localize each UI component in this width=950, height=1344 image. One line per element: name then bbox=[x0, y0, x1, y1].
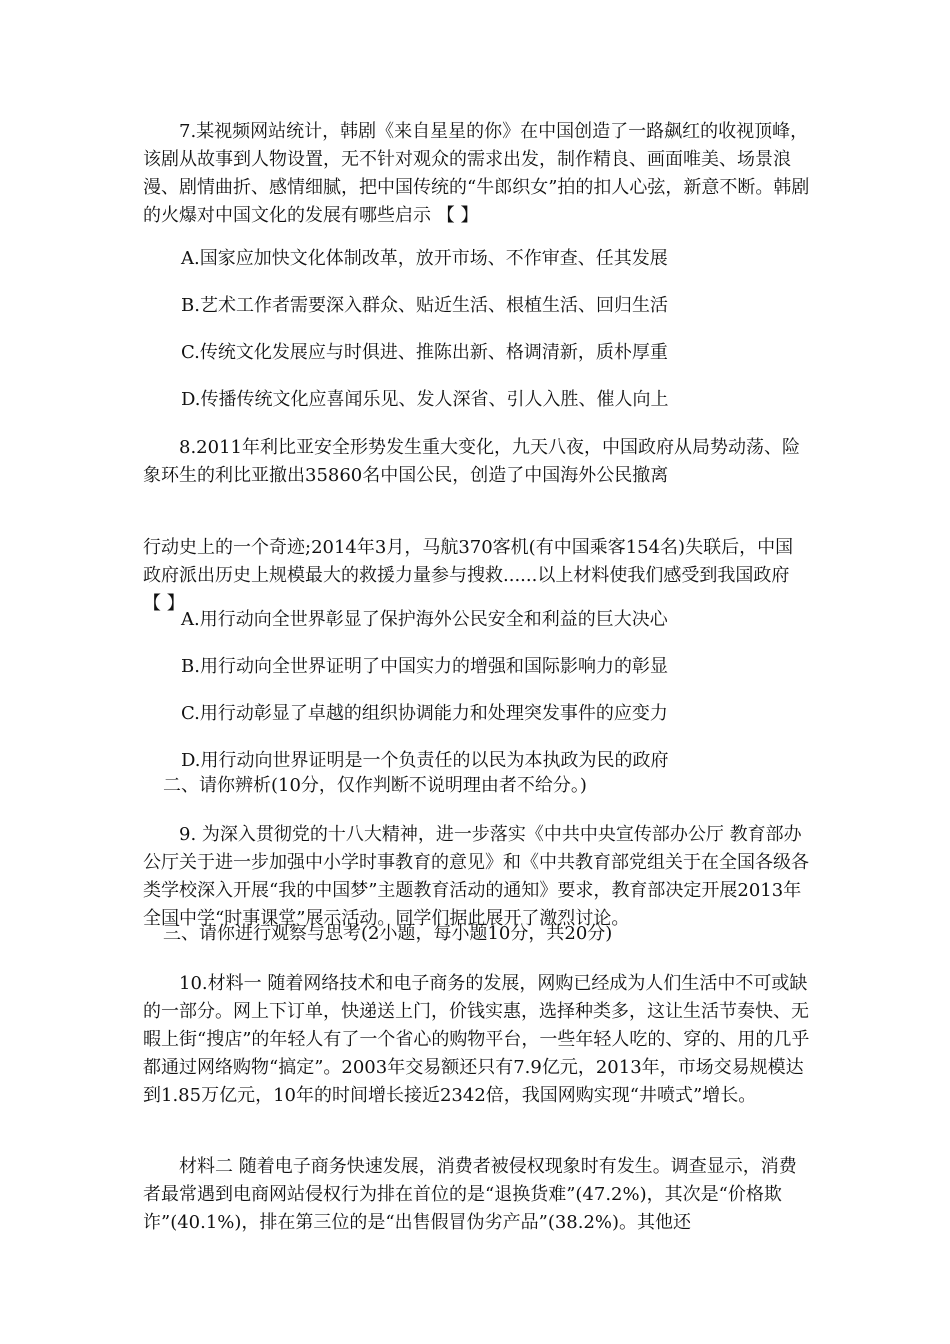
question-10-material-1: 10.材料一 随着网络技术和电子商务的发展，网购已经成为人们生活中不可或缺的一部分。网上下订单，快递送上门，价钱实惠，选择种类多，这让生活节奏快、无暇上街“搜店”的年轻人有了一个省心的购物平台，一些年轻人吃的、穿的、用的几乎都通过网络购物“搞定”。2003年交易额还只有7.9亿元，2013年，市场交易规模达到1.85万亿元，10年的时间增长接近2342倍，我国网购实现“井喷式”增长。 bbox=[143, 973, 810, 1106]
question-8-stem-part2: 行动史上的一个奇迹;2014年3月，马航370客机(有中国乘客154名)失联后，中国政府派出历史上规模最大的救援力量参与搜救......以上材料使我们感受到我国政府 【 】 bbox=[143, 537, 794, 614]
question-7-option-d: D.传播传统文化应喜闻乐见、发人深省、引人入胜、催人向上 bbox=[181, 389, 669, 410]
question-9-stem: 9. 为深入贯彻党的十八大精神，进一步落实《中共中央宣传部办公厅 教育部办公厅关于进一步加强中小学时事教育的意见》和《中共教育部党组关于在全国各级各类学校深入开展“我的中国梦”主题教育活动的通知》要求，教育部决定开展2013年全国中学“时事课堂”展示活动。同学们据此展开了激烈讨论。 bbox=[143, 824, 809, 929]
question-8-stem-part1: 8.2011年利比亚安全形势发生重大变化，九天八夜，中国政府从局势动荡、险象环生的利比亚撤出35860名中国公民，创造了中国海外公民撤离 bbox=[143, 437, 800, 486]
section-3-heading: 三、请你进行观察与思考(2小题，每小题10分，共20分) bbox=[163, 923, 613, 944]
question-10-material-2: 材料二 随着电子商务快速发展，消费者被侵权现象时有发生。调查显示，消费者最常遇到电商网站侵权行为排在首位的是“退换货难”(47.2%)，其次是“价格欺诈”(40.1%)，排在第三位的是“出售假冒伪劣产品”(38.2%)。其他还 bbox=[143, 1156, 797, 1233]
question-7-option-b: B.艺术工作者需要深入群众、贴近生活、根植生活、回归生活 bbox=[181, 295, 668, 316]
question-7-stem: 7.某视频网站统计，韩剧《来自星星的你》在中国创造了一路飙红的收视顶峰，该剧从故事到人物设置，无不针对观众的需求出发，制作精良、画面唯美、场景浪漫、剧情曲折、感情细腻，把中国传统的“牛郎织女”拍的扣人心弦，新意不断。韩剧的火爆对中国文化的发展有哪些启示 【 】 bbox=[143, 121, 810, 226]
question-8-option-b: B.用行动向全世界证明了中国实力的增强和国际影响力的彰显 bbox=[181, 656, 668, 677]
question-8-option-c: C.用行动彰显了卓越的组织协调能力和处理突发事件的应变力 bbox=[181, 703, 668, 724]
section-2-heading: 二、请你辨析(10分，仅作判断不说明理由者不给分。) bbox=[163, 775, 587, 796]
question-7-option-c: C.传统文化发展应与时俱进、推陈出新、格调清新，质朴厚重 bbox=[181, 342, 668, 363]
question-8-option-a: A.用行动向全世界彰显了保护海外公民安全和利益的巨大决心 bbox=[181, 609, 668, 630]
question-7-option-a: A.国家应加快文化体制改革，放开市场、不作审查、任其发展 bbox=[181, 248, 668, 269]
question-8-option-d: D.用行动向世界证明是一个负责任的以民为本执政为民的政府 bbox=[181, 750, 669, 771]
